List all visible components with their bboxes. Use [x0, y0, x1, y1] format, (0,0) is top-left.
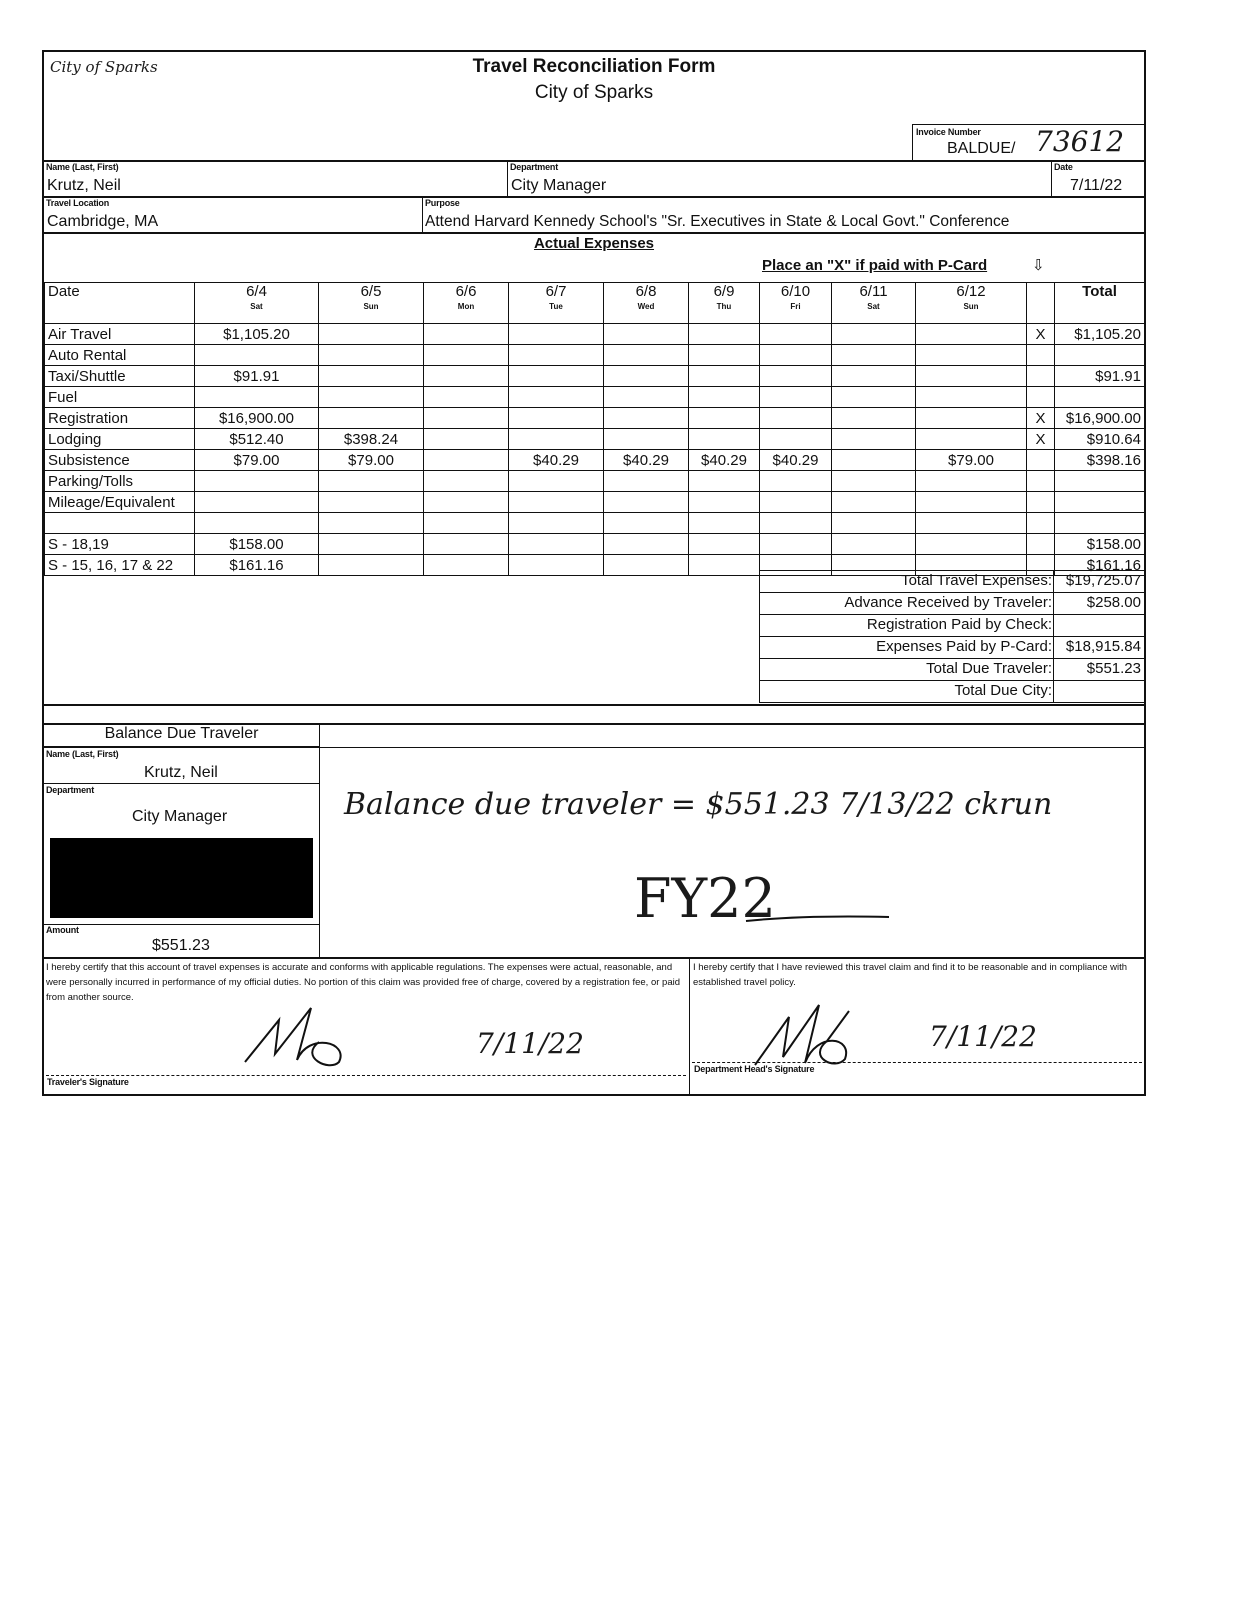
expense-cell — [509, 555, 604, 576]
expense-cell — [916, 345, 1027, 366]
expense-cell — [832, 534, 916, 555]
expense-cell — [424, 387, 509, 408]
expense-cell — [604, 429, 689, 450]
expense-cell — [760, 408, 832, 429]
day-date: 6/11 — [859, 283, 888, 300]
expense-cell — [832, 366, 916, 387]
expense-cell — [760, 324, 832, 345]
traveler-certification: I hereby certify that this account of travel expenses is accurate and conforms with applicable regulations. The expenses were actual, reasonable, and were personally incurred in performance of my official duties. No portion of this claim was provided free of charge, covered by a registration fee, or paid from another source. — [46, 962, 680, 1003]
location-label: Travel Location — [46, 198, 110, 208]
expense-row — [45, 408, 1145, 429]
summary-label: Expenses Paid by P-Card: — [876, 638, 1052, 655]
expense-cell — [832, 429, 916, 450]
expense-cell — [424, 366, 509, 387]
pcard-mark — [1027, 387, 1055, 408]
expense-cell: $79.00 — [916, 450, 1027, 471]
expense-cell — [760, 513, 832, 534]
purpose-label: Purpose — [425, 198, 460, 208]
day-header-5 — [689, 283, 760, 324]
expense-cell — [689, 534, 760, 555]
expense-cell — [319, 387, 424, 408]
expense-cell — [689, 492, 760, 513]
expense-cell — [424, 513, 509, 534]
expense-category: S - 18,19 — [45, 534, 195, 555]
expense-cell — [689, 345, 760, 366]
expense-cell — [195, 387, 319, 408]
day-date: 6/4 — [246, 283, 267, 300]
head-certification: I hereby certify that I have reviewed this travel claim and find it to be reasonable and in compliance with established travel policy. — [693, 962, 1128, 988]
expense-cell — [916, 429, 1027, 450]
expense-cell — [195, 492, 319, 513]
total-header: Total — [1055, 283, 1145, 324]
expense-cell: $91.91 — [195, 366, 319, 387]
expense-cell: $40.29 — [604, 450, 689, 471]
actual-expenses-heading: Actual Expenses — [533, 235, 655, 252]
expense-cell — [604, 387, 689, 408]
pcard-mark: X — [1027, 324, 1055, 345]
expense-cell — [424, 492, 509, 513]
expense-cell — [916, 366, 1027, 387]
day-of-week: Thu — [716, 302, 732, 311]
expense-cell — [689, 387, 760, 408]
expense-cell — [604, 324, 689, 345]
day-date: 6/5 — [360, 283, 382, 300]
expense-cell — [604, 513, 689, 534]
expense-category: Auto Rental — [45, 345, 195, 366]
row-total: $91.91 — [1055, 366, 1145, 387]
expense-cell: $40.29 — [509, 450, 604, 471]
expense-cell — [424, 555, 509, 576]
day-of-week: Sat — [867, 302, 880, 311]
balance-amount: $551.23 — [152, 937, 210, 954]
summary-value: $18,915.84 — [1065, 638, 1141, 655]
expense-cell: $16,900.00 — [195, 408, 319, 429]
expense-cell — [424, 471, 509, 492]
expense-cell — [916, 492, 1027, 513]
travel-purpose: Attend Harvard Kennedy School's "Sr. Executives in State & Local Govt." Conference — [425, 213, 1010, 230]
day-date: 6/10 — [780, 283, 811, 300]
expense-row — [45, 534, 1145, 555]
expense-cell — [509, 387, 604, 408]
expense-cell — [760, 471, 832, 492]
expense-cell — [604, 366, 689, 387]
expense-cell — [424, 450, 509, 471]
expense-cell: $398.24 — [319, 429, 424, 450]
summary-value: $19,725.07 — [1065, 572, 1141, 589]
row-total: $398.16 — [1055, 450, 1145, 471]
summary-row — [759, 680, 1144, 702]
redacted-block — [50, 838, 313, 918]
department-head-signature — [749, 997, 869, 1072]
expense-category: Air Travel — [45, 324, 195, 345]
expense-row — [45, 366, 1145, 387]
pcard-mark — [1027, 534, 1055, 555]
expense-cell — [760, 429, 832, 450]
expense-cell — [509, 513, 604, 534]
expense-cell — [916, 471, 1027, 492]
balance-name: Krutz, Neil — [144, 764, 218, 781]
day-header-8 — [916, 283, 1027, 324]
expense-cell: $158.00 — [195, 534, 319, 555]
invoice-prefix: BALDUE/ — [947, 140, 1016, 157]
expense-cell: $79.00 — [319, 450, 424, 471]
summary-row — [759, 570, 1144, 592]
expense-cell — [832, 492, 916, 513]
expense-cell — [319, 534, 424, 555]
expense-cell — [424, 534, 509, 555]
day-date: 6/7 — [545, 283, 567, 300]
department-head-signature-label: Department Head's Signature — [694, 1064, 815, 1074]
form-title: Travel Reconciliation Form — [472, 56, 716, 77]
expense-cell — [689, 408, 760, 429]
day-header-1 — [319, 283, 424, 324]
down-arrow-icon: ⇩ — [1032, 257, 1045, 274]
expense-category: S - 15, 16, 17 & 22 — [45, 555, 195, 576]
expense-cell — [604, 555, 689, 576]
expense-cell — [760, 345, 832, 366]
amount-label: Amount — [46, 925, 79, 935]
expense-cell — [509, 366, 604, 387]
invoice-number-handwritten: 73612 — [1035, 125, 1125, 158]
expense-category — [45, 513, 195, 534]
day-of-week: Tue — [549, 302, 563, 311]
expense-cell: $40.29 — [689, 450, 760, 471]
summary-label: Advance Received by Traveler: — [844, 594, 1052, 611]
expense-cell — [509, 492, 604, 513]
day-header-2 — [424, 283, 509, 324]
expense-category: Fuel — [45, 387, 195, 408]
pcard-column-header — [1027, 283, 1055, 324]
expense-cell — [424, 324, 509, 345]
expense-category: Mileage/Equivalent — [45, 492, 195, 513]
expense-cell — [319, 366, 424, 387]
pcard-note: Place an "X" if paid with P-Card — [762, 257, 988, 274]
summary-value: $258.00 — [1086, 594, 1141, 611]
expense-cell — [916, 534, 1027, 555]
day-of-week: Sun — [363, 302, 379, 311]
day-date: 6/9 — [713, 283, 735, 300]
expense-cell — [509, 429, 604, 450]
pcard-mark — [1027, 471, 1055, 492]
expense-row — [45, 513, 1145, 534]
balance-department-label: Department — [46, 785, 95, 795]
row-total: $161.16 — [1055, 555, 1145, 576]
traveler-sign-date: 7/11/22 — [476, 1027, 584, 1060]
day-of-week: Sat — [250, 302, 263, 311]
summary-label: Total Due City: — [954, 682, 1052, 699]
expense-row — [45, 429, 1145, 450]
summary-label: Registration Paid by Check: — [866, 616, 1052, 633]
name-label: Name (Last, First) — [46, 162, 119, 172]
expense-cell — [916, 513, 1027, 534]
expense-cell — [760, 534, 832, 555]
expense-cell — [689, 324, 760, 345]
department-head-sign-date: 7/11/22 — [929, 1020, 1037, 1053]
day-of-week: Fri — [790, 302, 801, 311]
expense-header-row — [45, 283, 1145, 324]
expense-cell — [319, 471, 424, 492]
expense-cell — [916, 324, 1027, 345]
expense-cell — [604, 408, 689, 429]
expense-cell — [689, 366, 760, 387]
pcard-mark — [1027, 492, 1055, 513]
expense-category: Parking/Tolls — [45, 471, 195, 492]
expense-cell — [916, 408, 1027, 429]
summary-row — [759, 614, 1144, 636]
expense-cell — [319, 555, 424, 576]
expense-cell — [319, 492, 424, 513]
expense-cell — [916, 387, 1027, 408]
balance-name-label: Name (Last, First) — [46, 749, 119, 759]
expense-cell — [832, 450, 916, 471]
row-total — [1055, 492, 1145, 513]
pcard-mark: X — [1027, 408, 1055, 429]
expense-cell — [509, 408, 604, 429]
form-date: 7/11/22 — [1070, 177, 1123, 194]
expense-category: Registration — [45, 408, 195, 429]
expense-cell — [319, 324, 424, 345]
day-date: 6/8 — [635, 283, 657, 300]
pcard-mark — [1027, 450, 1055, 471]
expense-cell — [689, 471, 760, 492]
expense-row — [45, 345, 1145, 366]
traveler-name: Krutz, Neil — [47, 177, 121, 194]
expense-category: Subsistence — [45, 450, 195, 471]
pcard-mark: X — [1027, 429, 1055, 450]
day-header-7 — [832, 283, 916, 324]
expense-cell — [604, 492, 689, 513]
expense-cell: $161.16 — [195, 555, 319, 576]
expense-cell — [832, 408, 916, 429]
expense-cell — [604, 534, 689, 555]
department-label: Department — [510, 162, 559, 172]
expense-table — [44, 282, 1145, 576]
day-header-0 — [195, 283, 319, 324]
date-label: Date — [1054, 162, 1073, 172]
expense-cell — [689, 555, 760, 576]
day-of-week: Mon — [457, 302, 475, 311]
summary-value: $551.23 — [1086, 660, 1141, 677]
expense-category: Lodging — [45, 429, 195, 450]
expense-row — [45, 492, 1145, 513]
day-date: 6/12 — [956, 283, 986, 300]
invoice-label: Invoice Number — [916, 127, 981, 137]
summary-label: Total Travel Expenses: — [901, 572, 1052, 589]
summary-row — [759, 636, 1144, 658]
expense-row — [45, 471, 1145, 492]
city-logo: City of Sparks — [50, 58, 158, 76]
expense-cell — [319, 513, 424, 534]
row-total: $158.00 — [1055, 534, 1145, 555]
expense-cell: $40.29 — [760, 450, 832, 471]
expense-row — [45, 324, 1145, 345]
expense-cell — [832, 471, 916, 492]
travel-location: Cambridge, MA — [47, 213, 159, 230]
expense-cell — [509, 345, 604, 366]
day-header-3 — [509, 283, 604, 324]
balance-title: Balance Due Traveler — [104, 725, 259, 742]
expense-cell — [509, 471, 604, 492]
row-total — [1055, 345, 1145, 366]
day-of-week: Sun — [963, 302, 979, 311]
row-total — [1055, 387, 1145, 408]
expense-cell — [195, 345, 319, 366]
expense-row — [45, 450, 1145, 471]
row-total: $16,900.00 — [1055, 408, 1145, 429]
traveler-signature-label: Traveler's Signature — [47, 1077, 129, 1087]
expense-cell — [424, 345, 509, 366]
row-total: $910.64 — [1055, 429, 1145, 450]
handwritten-balance-note: Balance due traveler = $551.23 7/13/22 ckrun — [344, 787, 1053, 822]
form-subtitle: City of Sparks — [534, 82, 654, 103]
expense-cell — [832, 345, 916, 366]
expense-cell — [760, 492, 832, 513]
travel-reconciliation-form — [42, 50, 1146, 1096]
expense-cell — [689, 513, 760, 534]
expense-cell — [424, 429, 509, 450]
expense-cell — [760, 366, 832, 387]
expense-cell: $79.00 — [195, 450, 319, 471]
expense-cell — [604, 471, 689, 492]
date-header: Date — [45, 283, 195, 324]
day-header-6 — [760, 283, 832, 324]
expense-category: Taxi/Shuttle — [45, 366, 195, 387]
expense-cell — [760, 387, 832, 408]
traveler-signature — [239, 1002, 369, 1072]
day-header-4 — [604, 283, 689, 324]
summary-row — [759, 592, 1144, 614]
expense-cell — [832, 513, 916, 534]
row-total — [1055, 471, 1145, 492]
expense-cell — [424, 408, 509, 429]
row-total — [1055, 513, 1145, 534]
pcard-mark — [1027, 513, 1055, 534]
day-of-week: Wed — [637, 302, 655, 311]
balance-department: City Manager — [132, 808, 228, 825]
expense-cell — [195, 513, 319, 534]
invoice-box — [912, 124, 1145, 161]
expense-cell: $512.40 — [195, 429, 319, 450]
expense-cell — [509, 534, 604, 555]
row-total: $1,105.20 — [1055, 324, 1145, 345]
expense-cell — [509, 324, 604, 345]
expense-cell — [319, 408, 424, 429]
expense-cell — [195, 471, 319, 492]
expense-cell — [689, 429, 760, 450]
fy-underline — [744, 907, 894, 927]
pcard-mark — [1027, 345, 1055, 366]
expense-cell: $1,105.20 — [195, 324, 319, 345]
summary-row — [759, 658, 1144, 680]
pcard-mark — [1027, 366, 1055, 387]
expense-row — [45, 387, 1145, 408]
summary-label: Total Due Traveler: — [926, 660, 1052, 677]
handwritten-fy: FY22 — [634, 867, 776, 930]
expense-cell — [832, 387, 916, 408]
expense-cell — [319, 345, 424, 366]
expense-cell — [604, 345, 689, 366]
traveler-department: City Manager — [511, 177, 607, 194]
expense-cell — [832, 324, 916, 345]
day-date: 6/6 — [455, 283, 477, 300]
